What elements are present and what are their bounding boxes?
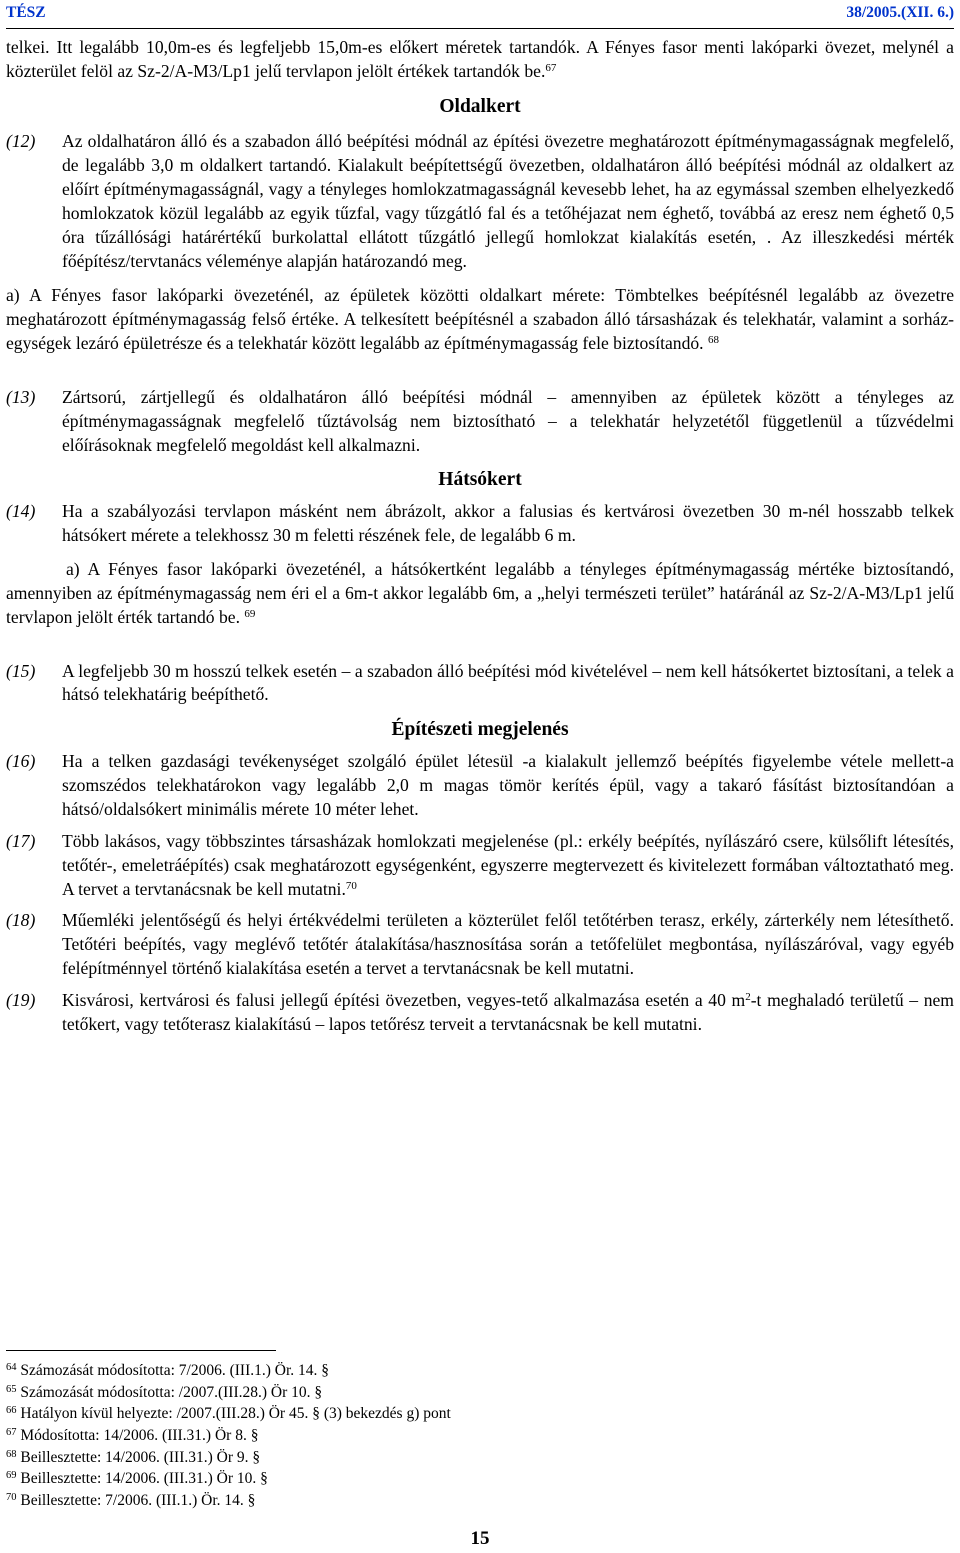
paragraph-number: (17) xyxy=(6,830,36,851)
document-body xyxy=(6,36,954,1037)
footnote-number: 70 xyxy=(6,1492,17,1504)
paragraph-15 xyxy=(6,660,954,708)
intro-paragraph: telkei. Itt legalább 10,0m-es és legfeljebb 15,0m-es előkert méretek tartandók. A Fényes fasor menti lakóparki övezet, melynél a közterület felöl az Sz-2/A-M3/Lp1 jelű tervlapon jelölt értékek tartandók be.$^{67}$ xyxy=(6,37,954,81)
paragraph-number: (19) xyxy=(6,990,36,1011)
section-heading-hatsokert: Hátsókert xyxy=(438,469,522,491)
footnote-item xyxy=(6,1490,451,1512)
paragraph-number: (16) xyxy=(6,750,36,771)
paragraph-18 xyxy=(6,909,954,981)
paragraph-12 xyxy=(6,130,954,274)
footnote-number: 66 xyxy=(6,1405,17,1417)
paragraph-text: Ha a telken gazdasági tevékenységet szolgáló épület létesül -a kialakult jellemző beépítés figyelembe vétele mellett-a szomszédos telekhatárokon vagy legalább 2,0 m magas tömör kerítés épül, vagy a takaró fásítást biztosítandóan a hátsó/oldalsókert minimális mérete 10 méter lehet. xyxy=(62,750,954,819)
footnote-text: Számozását módosította: 7/2006. (III.1.) Ör. 14. § xyxy=(20,1362,330,1379)
paragraph-number: (13) xyxy=(6,386,36,407)
paragraph-12a: a) A Fényes fasor lakóparki övezeténél, az épületek közötti oldalkart mérete: Tömbtelkes beépítésnél legalább az övezetre meghatározott építménymagasság felső értéke. A telkesített beépítésnél a szabadon álló társasházak és telekhatár, valamint a sorház-egységek lezáró épületrésze és a telekhatár között legalább az építménymagasság fele biztosítandó. $^{68}$ xyxy=(6,284,954,353)
section-heading-oldalkert: Oldalkert xyxy=(439,95,521,117)
page-number: 15 xyxy=(470,1528,490,1549)
paragraph-number: (14) xyxy=(6,500,36,521)
footnote-text: Számozását módosította: /2007.(III.28.) Ör 10. § xyxy=(20,1383,323,1401)
section-heading-epiteszeti: Építészeti megjelenés xyxy=(391,719,569,741)
paragraph-text: Több lakásos, vagy többszintes társasházak homlokzati megjelenése (pl.: erkély beépítés, nyílászáró csere, külsőlift létesítés, tetőtér-, emeletráépítés) csak meghatározott egységenként, egyszerre megtervezett és kivitelezett formában változtatható meg. A tervet a tervtanácsnak be kell mutatni.$^{70}$ xyxy=(62,830,954,899)
paragraph-19 xyxy=(6,989,954,1037)
page-header xyxy=(6,2,954,29)
footnote-text: Beillesztette: 14/2006. (III.31.) Ör 10. § xyxy=(20,1470,268,1488)
footnote-item xyxy=(6,1360,451,1382)
footnote-ref-67: 67 xyxy=(545,61,557,74)
paragraph-16 xyxy=(6,750,954,822)
paragraph-text: A legfeljebb 30 m hosszú telkek esetén – a szabadon álló beépítési mód kivételével – nem kell hátsókertet biztosítani, a telek a hátsó telekhatárig beépíthető. xyxy=(62,660,954,705)
superscript-2: 2 xyxy=(745,991,751,1004)
paragraph-13 xyxy=(6,386,954,458)
footnote-item xyxy=(6,1468,451,1490)
footnote-number: 67 xyxy=(6,1427,17,1439)
footnote-text: Beillesztette: 14/2006. (III.31.) Ör 9. § xyxy=(20,1448,261,1466)
footnote-item xyxy=(6,1447,451,1469)
paragraph-text: Az oldalhatáron álló és a szabadon álló beépítési módnál az építési övezetre meghatározott építménymagasságnak megfelelő, de legalább 3,0 m oldalkert tartandó. Kialakult beépítettségű övezetben, oldalhatáron álló beépítési módnál az oldalkert az előírt építménymagasságnál, vagy a tényleges homlokzatmagasságnál kevesebb lehet, ha az egymással szemben elhelyezkedő homlokzatok közül legalább az egyik tűzfal, vagy tűzgátló fal és a tetőhéjazat nem éghető, továbbá az eresz nem éghető 0,5 óra tűzállósági határértékű burkolattal ellátott tűzgátló jellegű homlokzat kialakítás esetén, . Az illeszkedési mérték főépítész/tervtanács véleménye alapján határozandó meg. xyxy=(62,131,954,271)
footnote-text: Módosította: 14/2006. (III.31.) Ör 8. § xyxy=(20,1427,259,1445)
paragraph-17 xyxy=(6,830,954,902)
footnote-number: 69 xyxy=(6,1470,17,1482)
footnote-ref-69: 69 xyxy=(244,607,256,620)
footnote-number: 65 xyxy=(6,1383,17,1395)
footnote-item xyxy=(6,1425,451,1447)
footnote-divider xyxy=(6,1350,276,1351)
paragraph-text: Műemléki jelentőségű és helyi értékvédelmi területen a közterület felől tetőtérben terasz, erkély, zárterkély nem létesíthető. Tetőtéri beépítés, vagy meglévő tetőtér átalakítása/hasznosítása során a tetőfelület megbontása, nyílászáróval, vagy egyéb felépítménnyel történő kialakítása esetén a tervet a tervtanácsnak be kell mutatni. xyxy=(62,910,954,979)
footnote-item xyxy=(6,1382,451,1404)
footnote-number: 64 xyxy=(6,1362,17,1373)
header-left: TÉSZ xyxy=(6,4,46,21)
paragraph-text: Zártsorú, zártjellegű és oldalhatáron álló beépítési módnál – amennyiben az épületek között a tényleges az építménymagasságnak megfelelő tűztávolság nem biztosítható – a telekhatár helyzetétől függetlenül a tűzvédelmi előírásoknak megfelelő megoldást kell alkalmazni. xyxy=(62,386,954,455)
footnote-text: Beillesztette: 7/2006. (III.1.) Ör. 14. § xyxy=(20,1492,256,1510)
header-right: 38/2005.(XII. 6.) xyxy=(846,4,954,21)
footnote-item xyxy=(6,1403,451,1425)
footnote-ref-70: 70 xyxy=(345,879,357,892)
footnote-number: 68 xyxy=(6,1448,17,1460)
paragraph-14a: a) A Fényes fasor lakóparki övezeténél, a hátsókertként legalább a tényleges építménymagasság mértéke biztosítandó, amennyiben az építménymagasság nem éri el a 6m-t akkor legalább 6m, a „helyi természeti terület” határánál az Sz-2/A-M3/Lp1 jelű tervlapon jelölt érték tartandó be. $^{69}$ xyxy=(6,558,954,627)
paragraph-number: (15) xyxy=(6,660,36,681)
footnote-ref-68: 68 xyxy=(707,333,719,346)
footnotes xyxy=(6,1360,451,1512)
paragraph-text: Kisvárosi, kertvárosi és falusi jellegű építési övezetben, vegyes-tető alkalmazása esetén a 40 $m^2-t$ meghaladó területű – nem tetőkert, vagy tetőterasz kialakítású – lapos tetőrész terveit a tervtanácsnak be kell mutatni. xyxy=(62,990,954,1035)
footnote-text: Hatályon kívül helyezte: /2007.(III.28.) Ör 45. § (3) bekezdés g) pont xyxy=(20,1405,451,1423)
paragraph-14 xyxy=(6,500,954,548)
paragraph-number: (18) xyxy=(6,910,36,931)
paragraph-number: (12) xyxy=(6,131,36,152)
paragraph-text: Ha a szabályozási tervlapon másként nem ábrázolt, akkor a falusias és kertvárosi övezetben 30 m-nél hosszabb telkek hátsókert mérete a telekhossz 30 m feletti részének fele, de legalább 6 m. xyxy=(62,500,954,545)
